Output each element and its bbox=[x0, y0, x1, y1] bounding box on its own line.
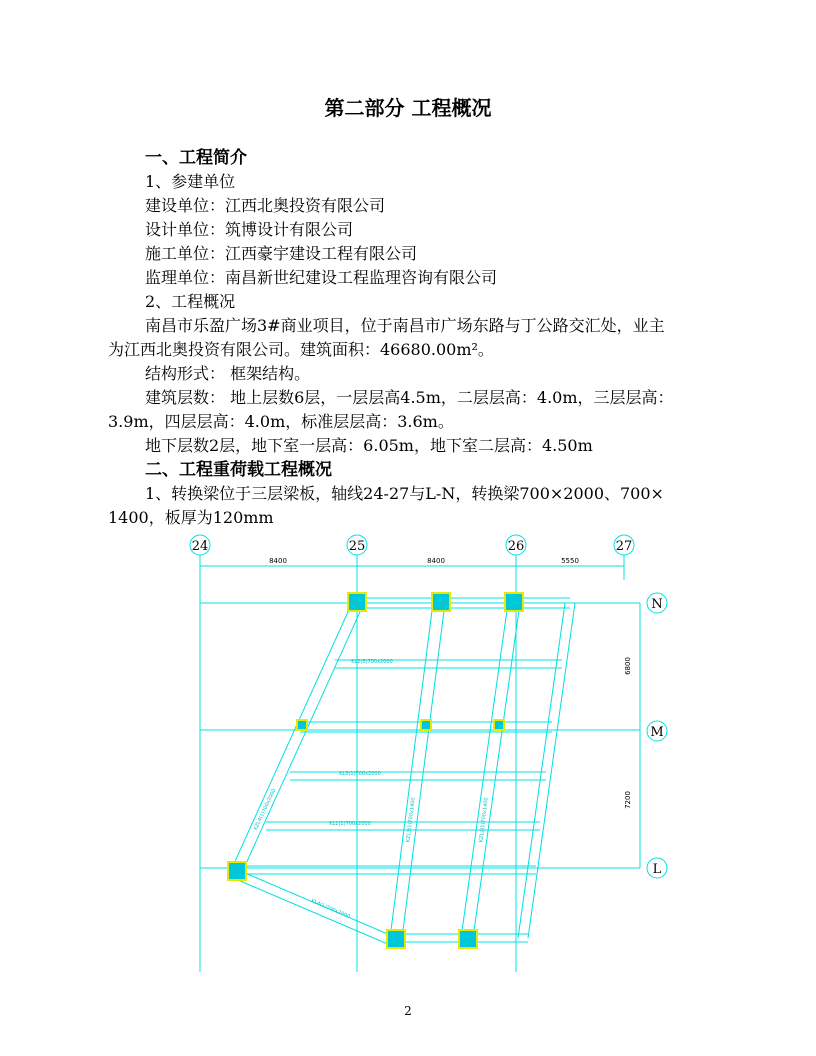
overview-paragraph-1: 南昌市乐盈广场3#商业项目，位于南昌市广场东路与丁公路交汇处，业主 bbox=[145, 316, 665, 335]
column bbox=[459, 930, 477, 948]
basement-line: 地下层数2层，地下室一层高：6.05m，地下室二层高：4.50m bbox=[145, 436, 593, 455]
axis-label-L: L bbox=[652, 862, 662, 877]
transfer-beam-line-2: 1400，板厚为120mm bbox=[108, 508, 274, 527]
builder-line: 建设单位：江西北奥投资有限公司 bbox=[145, 196, 386, 215]
column bbox=[228, 862, 246, 880]
axis-label-25: 25 bbox=[348, 539, 366, 554]
column bbox=[297, 720, 307, 730]
column bbox=[505, 593, 523, 611]
section-2-heading: 二、工程重荷载工程概况 bbox=[145, 460, 332, 480]
axis-label-26: 26 bbox=[507, 539, 525, 554]
column bbox=[387, 930, 405, 948]
beam-label: KL1(1)700x2000 bbox=[329, 821, 371, 827]
axis-label-N: N bbox=[651, 597, 663, 612]
overview-paragraph-2: 为江西北奥投资有限公司。建筑面积：46680.00m²。 bbox=[108, 340, 494, 359]
section-1-heading: 一、工程简介 bbox=[145, 148, 247, 168]
beam-label: KL2(5)700x2000 bbox=[351, 659, 393, 665]
structural-plan-drawing bbox=[0, 528, 816, 978]
axis-label-27: 27 bbox=[615, 539, 633, 554]
column bbox=[421, 720, 431, 730]
page-number: 2 bbox=[404, 1004, 412, 1018]
dimension-label-26-27: 5550 bbox=[561, 557, 579, 565]
beam-label: KZL4(1)700x2000 bbox=[252, 787, 278, 832]
participants-item: 1、参建单位 bbox=[145, 172, 236, 191]
column bbox=[348, 593, 366, 611]
dimension-label-M-L: 7200 bbox=[624, 791, 632, 809]
dimension-label-N-M: 6800 bbox=[624, 657, 632, 675]
designer-line: 设计单位：筑博设计有限公司 bbox=[145, 220, 354, 239]
beam-label: KL4(1)700x2000 bbox=[310, 898, 351, 920]
axis-label-24: 24 bbox=[191, 539, 209, 554]
column bbox=[494, 720, 504, 730]
page-title: 第二部分 工程概况 bbox=[324, 96, 492, 120]
overview-item: 2、工程概况 bbox=[145, 292, 236, 311]
beam-label: KL3(1)700x2000 bbox=[339, 771, 381, 777]
beam-label: KZL2(1)700x1400 bbox=[478, 797, 490, 843]
axis-label-M: M bbox=[650, 725, 664, 740]
beam-label: KZL3(1)700x1400 bbox=[405, 797, 417, 843]
dimension-label-24-25: 8400 bbox=[269, 557, 287, 565]
column bbox=[432, 593, 450, 611]
floors-line-1: 建筑层数： 地上层数6层，一层层高4.5m，二层层高：4.0m，三层层高： bbox=[145, 388, 674, 407]
floors-line-2: 3.9m，四层层高：4.0m，标准层层高：3.6m。 bbox=[108, 412, 454, 431]
transfer-beam-line-1: 1、转换梁位于三层梁板，轴线24-27与L-N，转换梁700×2000、700× bbox=[145, 484, 664, 503]
supervisor-line: 监理单位：南昌新世纪建设工程监理咨询有限公司 bbox=[145, 268, 498, 287]
contractor-line: 施工单位：江西豪宇建设工程有限公司 bbox=[145, 244, 418, 263]
dimension-label-25-26: 8400 bbox=[427, 557, 445, 565]
structure-line: 结构形式： 框架结构。 bbox=[145, 364, 311, 383]
